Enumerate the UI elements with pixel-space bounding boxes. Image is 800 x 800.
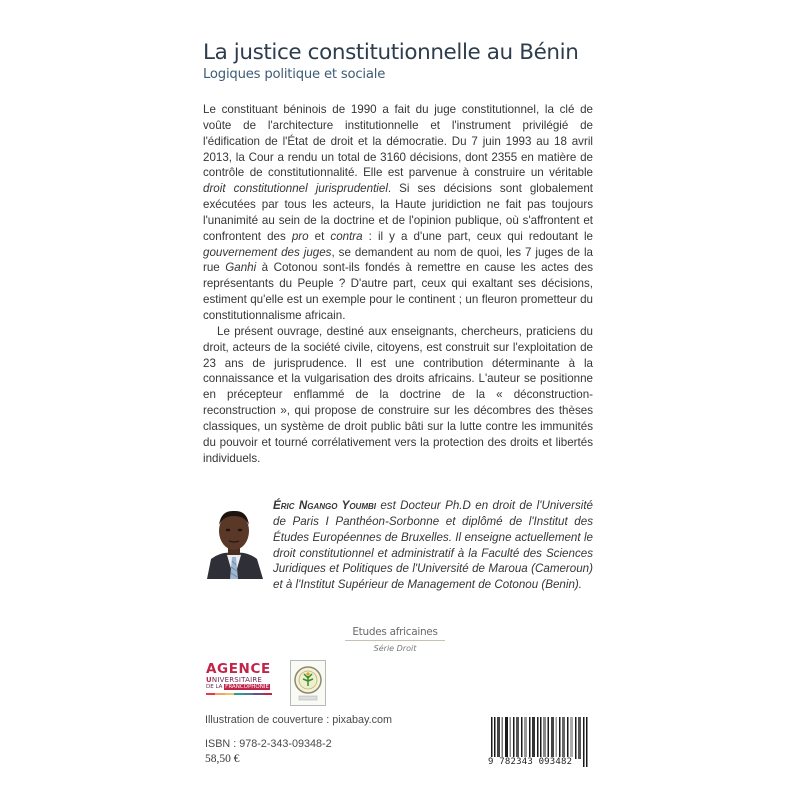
collection-name: Etudes africaines	[345, 626, 445, 641]
stripe-segment	[206, 693, 215, 695]
seal-emblem-icon	[291, 661, 325, 705]
italic-phrase: droit constitutionnel jurisprudentiel	[203, 182, 388, 196]
auf-logo-line2-cap: U	[206, 676, 212, 684]
italic-phrase: pro	[291, 229, 309, 243]
stripe-segment	[253, 693, 262, 695]
auf-logo	[206, 663, 274, 703]
author-name: Éric Ngango Youmbi	[273, 499, 376, 512]
text-run: et	[308, 229, 331, 243]
auf-logo-stripe	[206, 693, 272, 695]
isbn: ISBN : 978-2-343-09348-2	[205, 738, 332, 750]
stripe-segment	[225, 693, 234, 695]
text-run: à Cotonou sont-ils fondés à remettre en cause les actes des représentants du Peuple ? D'autre part, ceux qui exaltant ses décisions, estiment qu'elle est un exemple pour le continent ; un fleuron prometteur du constitutionnalisme africain.	[203, 261, 593, 322]
text-run: Le constituant béninois de 1990 a fait du juge constitutionnel, la clé de voûte de l'architecture institutionnelle et l'instrument privilégié de l'édification de l'État de droit et la démocratie. Du 7 juin 1993 au 18 avril 2013, la Cour a rendu un total de 3160 décisions, dont 2355 en matière de contrôle de constitutionnalité. Elle est parvenue à construire un véritable	[203, 103, 593, 180]
stripe-segment	[244, 693, 253, 695]
price: 58,50 €	[205, 753, 240, 765]
auf-logo-line2: NIVERSITAIRE	[211, 676, 263, 684]
auf-logo-line1: AGENCE	[206, 661, 271, 677]
barcode-digits: 9 782343 093482	[488, 757, 573, 767]
book-title: La justice constitutionnelle au Bénin	[203, 40, 579, 65]
summary-paragraph-1	[203, 102, 593, 324]
italic-phrase: gouvernement des juges	[203, 245, 332, 259]
university-seal-logo	[290, 660, 326, 706]
summary-paragraph-2: Le présent ouvrage, destiné aux enseignants, chercheurs, praticiens du droit, acteurs de la société civile, citoyens, est construit sur l'exploitation de 23 ans de jurisprudence. Il est une contribution déterminante à la connaissance et la vulgarisation des droits africains. L'auteur se positionne en précepteur enflammé de la doctrine de la « déconstruction-reconstruction », qui propose de construire sur les décombres des thèses classiques, un système de droit public bâti sur la lutte contre les immunités du pouvoir et tourné corrélativement vers la protection des droits et libertés individuels.	[203, 324, 593, 465]
auf-logo-line3-prefix: DE LA	[206, 684, 225, 690]
stripe-segment	[234, 693, 243, 695]
stripe-segment	[263, 693, 272, 695]
collection-label	[345, 626, 445, 653]
book-subtitle: Logiques politique et sociale	[203, 67, 386, 82]
collection-series: Série Droit	[373, 644, 417, 653]
stripe-segment	[215, 693, 224, 695]
italic-phrase: contra	[330, 229, 363, 243]
author-portrait-icon	[203, 501, 265, 579]
auf-logo-line3: FRANCOPHONIE	[225, 684, 269, 690]
author-bio-text: est Docteur Ph.D en droit de l'Université de Paris I Panthéon-Sorbonne et diplômé de l'Institut des Études Européennes de Bruxelles. Il enseigne actuellement le droit constitutionnel et administratif à la Faculté des Sciences Juridiques et Politiques de l'Université de Maroua (Cameroun) et à l'Institut Supérieur de Management de Cotonou (Benin).	[273, 499, 593, 592]
book-summary	[203, 102, 593, 466]
author-photo	[203, 501, 265, 579]
italic-phrase: Ganhi	[225, 261, 257, 275]
text-run: : il y a d'une part, ceux qui redoutant le	[362, 229, 593, 243]
text-run: . Si ses décisions sont globalement exécutées par tous les acteurs, la Haute juridiction ne fait pas toujours l'unanimité au sein de la doctrine et de l'opinion publique, où s'affrontent et confrontent des	[203, 182, 594, 243]
text-run: , se demandent au nom de quoi, les 7 juges de la rue	[203, 245, 593, 275]
cover-illustration-credit: Illustration de couverture : pixabay.com	[205, 714, 393, 726]
author-bio	[203, 498, 593, 593]
